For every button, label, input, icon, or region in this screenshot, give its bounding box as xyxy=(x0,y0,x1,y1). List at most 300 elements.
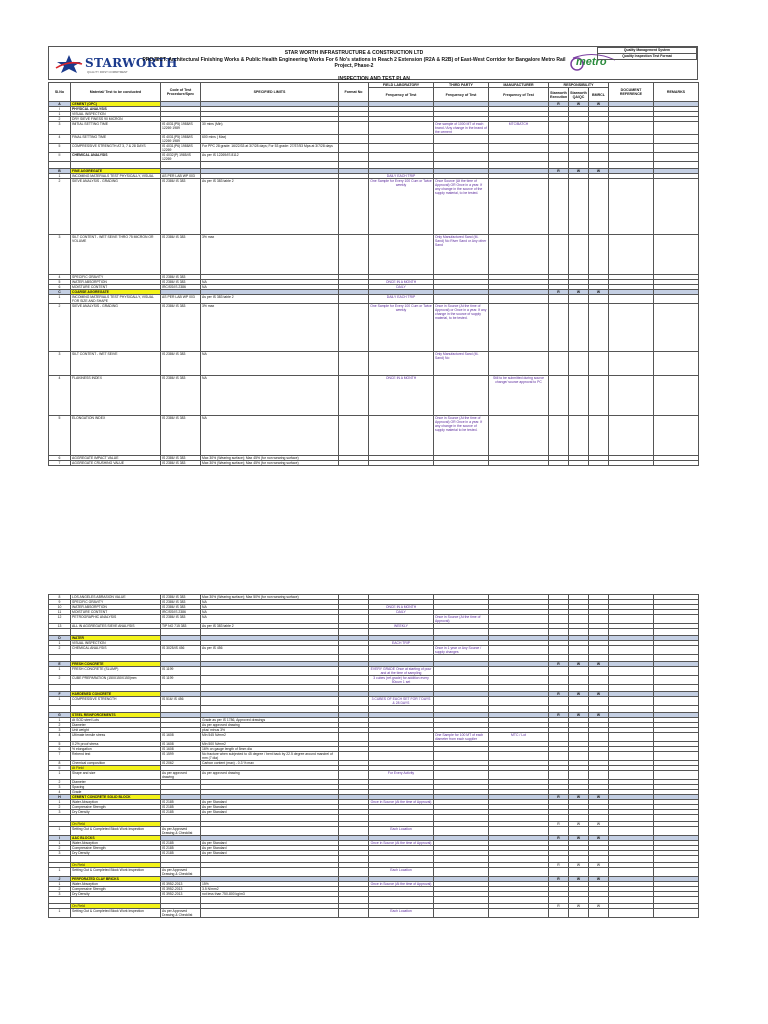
row-remarks xyxy=(654,416,699,456)
blank-cell xyxy=(369,706,434,713)
responsibility-code xyxy=(569,667,589,676)
table-row xyxy=(49,752,699,761)
row-code: IS 4031(P6) 1988/IS 12269 xyxy=(161,144,201,153)
row-manufacturer-frequency xyxy=(489,416,549,456)
row-sl: 6 xyxy=(49,285,71,290)
row-field-frequency: EACH TRIP xyxy=(369,641,434,646)
col-frequency: Frequency of Test xyxy=(434,88,489,102)
col-responsibility: RESPONSIBILITY xyxy=(549,83,609,88)
row-sl: II xyxy=(49,766,71,771)
blank-cell xyxy=(71,897,161,904)
row-code: IS 2386/ IS 383 xyxy=(161,416,201,456)
row-format xyxy=(339,667,369,676)
responsibility-code xyxy=(589,376,609,416)
row-material: CHEMICAL ANALYSIS xyxy=(71,153,161,162)
col-bmrcl: BMRCL xyxy=(589,88,609,102)
responsibility-code: R xyxy=(549,662,569,667)
responsibility-code xyxy=(569,733,589,742)
responsibility-code xyxy=(549,179,569,235)
responsibility-code: W xyxy=(589,662,609,667)
row-material: AGGREGATE CRUSHING VALUE xyxy=(71,461,161,466)
row-material: Rebend test xyxy=(71,752,161,761)
responsibility-code: W xyxy=(589,169,609,174)
blank-cell xyxy=(589,815,609,822)
responsibility-code xyxy=(569,179,589,235)
row-third-party-frequency xyxy=(434,771,489,780)
row-limits xyxy=(201,676,339,685)
blank-row xyxy=(49,706,699,713)
row-remarks xyxy=(654,771,699,780)
row-remarks xyxy=(654,376,699,416)
row-limits: NA xyxy=(201,615,339,624)
row-material: MOISTURE CONTENT xyxy=(71,610,161,615)
blank-cell xyxy=(49,655,71,662)
responsibility-code xyxy=(549,295,569,304)
responsibility-code: R xyxy=(549,290,569,295)
row-sl: 8 xyxy=(49,761,71,766)
row-sl: 1 xyxy=(49,882,71,887)
row-field-frequency xyxy=(369,135,434,144)
blank-cell xyxy=(434,815,489,822)
blank-cell xyxy=(609,815,654,822)
row-sl: 2 xyxy=(49,780,71,785)
row-code: IS 2386/ IS 383 xyxy=(161,595,201,600)
row-format xyxy=(339,676,369,685)
section-id: F xyxy=(49,692,71,697)
table-row xyxy=(49,304,699,352)
row-material: LOS ANGELES ABRASION VALUE xyxy=(71,595,161,600)
row-sl: 4 xyxy=(49,376,71,416)
row-material: SIEVE ANALYSIS - GRADING xyxy=(71,179,161,235)
row-third-party-frequency xyxy=(434,144,489,153)
row-material: On Field xyxy=(71,863,161,868)
row-manufacturer-frequency xyxy=(489,868,549,877)
section-title: STEEL REINFORCEMENTS xyxy=(71,713,161,718)
row-limits: NA xyxy=(201,285,339,290)
responsibility-code xyxy=(569,416,589,456)
row-material: Setting Out & Completed Block Work Inspection xyxy=(71,909,161,918)
row-sl: 10 xyxy=(49,605,71,610)
row-manufacturer-frequency xyxy=(489,144,549,153)
row-limits: 3% max xyxy=(201,304,339,352)
row-sl: 6 xyxy=(49,456,71,461)
row-code: IRC/SS/IS 2386 xyxy=(161,285,201,290)
row-remarks xyxy=(654,733,699,742)
row-remarks xyxy=(654,868,699,877)
responsibility-code: W xyxy=(589,863,609,868)
row-sl: 1 xyxy=(49,909,71,918)
responsibility-code: R xyxy=(549,713,569,718)
blank-cell xyxy=(434,897,489,904)
responsibility-code xyxy=(549,352,569,376)
col-doc-ref: DOCUMENT REFERENCE xyxy=(609,83,654,102)
row-material: SILT CONTENT - WET SEIVE THRO 75 MICRON OR VOLUME xyxy=(71,235,161,275)
responsibility-code xyxy=(589,667,609,676)
row-code: IS 2062 xyxy=(161,761,201,766)
row-third-party-frequency xyxy=(434,909,489,918)
row-doc-ref xyxy=(609,868,654,877)
row-material: Setting Out & Completed Block Work Inspection xyxy=(71,827,161,836)
responsibility-code: W xyxy=(569,102,589,107)
blank-cell xyxy=(339,162,369,169)
row-sl: 2 xyxy=(49,846,71,851)
row-doc-ref xyxy=(609,667,654,676)
row-limits: Carbon content (max) - 0.3 % max xyxy=(201,761,339,766)
row-remarks xyxy=(654,909,699,918)
blank-cell xyxy=(434,706,489,713)
row-sl: 1 xyxy=(49,667,71,676)
row-limits: For PPC 28 grade: 16/22/33 at 3/7/28 days; For 53 grade: 27/37/53 Mpa at 3/7/28 days xyxy=(201,144,339,153)
row-material: Setting Out & Completed Block Work Inspection xyxy=(71,868,161,877)
row-format xyxy=(339,752,369,761)
responsibility-code xyxy=(589,868,609,877)
row-remarks xyxy=(654,153,699,162)
blank-cell xyxy=(201,685,339,692)
table-row xyxy=(49,376,699,416)
col-starworth-exec: Starworth Execution xyxy=(549,88,569,102)
section-title: COARSE AGGREGATE xyxy=(71,290,161,295)
blank-cell xyxy=(569,897,589,904)
row-material: VISUAL INSPECTION xyxy=(71,641,161,646)
responsibility-code xyxy=(589,771,609,780)
row-limits xyxy=(201,868,339,877)
row-field-frequency: DAILY xyxy=(369,285,434,290)
responsibility-code xyxy=(549,153,569,162)
row-remarks xyxy=(654,827,699,836)
row-third-party-frequency: One Sample for 100 MT of each diameter from each supplier xyxy=(434,733,489,742)
row-material: INITIAL SETTING TIME xyxy=(71,122,161,135)
section-title: HARDENED CONCRETE xyxy=(71,692,161,697)
row-remarks xyxy=(654,179,699,235)
row-field-frequency: ONCE IN A MONTH xyxy=(369,376,434,416)
row-sl: 3 xyxy=(49,810,71,815)
row-sl: 8 xyxy=(49,595,71,600)
row-limits: As per Standard xyxy=(201,851,339,856)
row-limits xyxy=(201,909,339,918)
blank-cell xyxy=(609,629,654,636)
responsibility-code xyxy=(589,416,609,456)
row-material: Shape and size xyxy=(71,771,161,780)
row-doc-ref xyxy=(609,416,654,456)
qms-line: Quality Inspection Test Format xyxy=(597,54,697,60)
row-code: IS 4031(P5) 1988/IS 12269 1989 xyxy=(161,135,201,144)
row-code: IS 2185 xyxy=(161,841,201,846)
responsibility-code xyxy=(549,235,569,275)
responsibility-code xyxy=(589,615,609,624)
blank-cell xyxy=(71,162,161,169)
row-limits: As per IS 383 table 2 xyxy=(201,624,339,629)
responsibility-code xyxy=(589,646,609,655)
row-code: IS 2386/ IS 383 xyxy=(161,275,201,280)
responsibility-code: W xyxy=(589,877,609,882)
blank-cell xyxy=(549,162,569,169)
blank-row xyxy=(49,655,699,662)
row-doc-ref xyxy=(609,909,654,918)
blank-cell xyxy=(369,685,434,692)
row-material: MOISTURE CONTENT xyxy=(71,285,161,290)
row-material: Compressive Strength xyxy=(71,846,161,851)
blank-cell xyxy=(589,856,609,863)
row-limits: 600 mins ( Max) xyxy=(201,135,339,144)
row-doc-ref xyxy=(609,135,654,144)
blank-cell xyxy=(71,629,161,636)
row-limits: As per Standard xyxy=(201,846,339,851)
row-code: IS 2386/ IS 383 xyxy=(161,605,201,610)
row-limits: Max 30% (Wearing surface); Max 45% (for non wearing surface) xyxy=(201,461,339,466)
col-field-lab: FIELD LABORATORY xyxy=(369,83,434,88)
row-field-frequency: WEEKLY xyxy=(369,624,434,629)
row-material: CUBE PREPARATION (150X150X150)mm xyxy=(71,676,161,685)
row-code: IS 1199 xyxy=(161,667,201,676)
blank-cell xyxy=(549,706,569,713)
row-sl: 4 xyxy=(49,790,71,795)
row-sl: 13 xyxy=(49,624,71,629)
blank-cell xyxy=(549,685,569,692)
responsibility-code: R xyxy=(549,863,569,868)
row-material: SPECIFIC GRAVITY xyxy=(71,275,161,280)
qms-box xyxy=(597,47,697,60)
section-title: FINE AGGREGATE xyxy=(71,169,161,174)
row-manufacturer-frequency: MTC/BATCH xyxy=(489,122,549,135)
responsibility-code xyxy=(569,461,589,466)
blank-cell xyxy=(49,856,71,863)
row-format xyxy=(339,304,369,352)
blank-cell xyxy=(201,629,339,636)
row-sl: 2 xyxy=(49,887,71,892)
table-row xyxy=(49,771,699,780)
row-sl: 2 xyxy=(49,676,71,685)
row-format xyxy=(339,376,369,416)
row-code: AS PER LAB WP 003 xyxy=(161,295,201,304)
row-material: % elongation xyxy=(71,747,161,752)
row-doc-ref xyxy=(609,646,654,655)
blank-cell xyxy=(609,162,654,169)
row-field-frequency: 3 CUBES OF EACH SET FOR 7 DAYS & 28 DAYS xyxy=(369,697,434,706)
responsibility-code xyxy=(569,144,589,153)
row-limits: No fracture when subjected to 45 degree / bent back by 22.5 degree around mandrel of mm (7 dia) xyxy=(201,752,339,761)
row-field-frequency: 3 cubes (ref.grade) for addition every 50cum 1 set xyxy=(369,676,434,685)
row-code: IS 2386/ IS 383 xyxy=(161,615,201,624)
row-third-party-frequency xyxy=(434,868,489,877)
blank-cell xyxy=(609,706,654,713)
row-material: CHEMICAL ANALYSIS xyxy=(71,646,161,655)
responsibility-code: W xyxy=(569,662,589,667)
blank-cell xyxy=(489,815,549,822)
blank-cell xyxy=(161,856,201,863)
responsibility-code: W xyxy=(589,836,609,841)
responsibility-code: R xyxy=(549,822,569,827)
blank-cell xyxy=(161,706,201,713)
row-format xyxy=(339,909,369,918)
responsibility-code xyxy=(569,352,589,376)
row-field-frequency: Each Location xyxy=(369,868,434,877)
row-manufacturer-frequency xyxy=(489,461,549,466)
blank-cell xyxy=(549,629,569,636)
responsibility-code xyxy=(569,135,589,144)
row-limits: As per Standard xyxy=(201,810,339,815)
blank-cell xyxy=(569,162,589,169)
responsibility-code xyxy=(589,733,609,742)
row-third-party-frequency xyxy=(434,376,489,416)
blank-cell xyxy=(569,629,589,636)
row-manufacturer-frequency xyxy=(489,676,549,685)
row-material: 0.2% proof stress xyxy=(71,742,161,747)
row-material: INCOMING MATERIALS TEST PHYSICALLY, VISUAL FOR SIZE AND SHAPE xyxy=(71,295,161,304)
row-limits: NA xyxy=(201,352,339,376)
row-remarks xyxy=(654,461,699,466)
row-field-frequency xyxy=(369,752,434,761)
responsibility-code: W xyxy=(569,169,589,174)
row-material: Dry Density xyxy=(71,851,161,856)
row-material: Spacing xyxy=(71,785,161,790)
row-third-party-frequency: Once in Source (At the time of Approval) OR Once in a year. If any change in the source of supply material to be tested. xyxy=(434,416,489,456)
row-code: IS 2386/ IS 383 xyxy=(161,304,201,352)
row-sl: II xyxy=(49,153,71,162)
responsibility-code xyxy=(549,771,569,780)
row-sl: 7 xyxy=(49,461,71,466)
row-material: WATER ABSORPTION xyxy=(71,280,161,285)
blank-cell xyxy=(71,685,161,692)
blank-cell xyxy=(161,162,201,169)
row-sl: 1 xyxy=(49,174,71,179)
section-title: WATER xyxy=(71,636,161,641)
blank-cell xyxy=(434,685,489,692)
blank-cell xyxy=(49,685,71,692)
col-manufacturer: MANUFACTURER xyxy=(489,83,549,88)
blank-row xyxy=(49,897,699,904)
table-row xyxy=(49,295,699,304)
blank-cell xyxy=(654,629,699,636)
section-title: CEMENT (OPC) xyxy=(71,102,161,107)
title-block xyxy=(48,46,698,80)
table-row xyxy=(49,153,699,162)
row-sl: 5 xyxy=(49,144,71,153)
row-manufacturer-frequency xyxy=(489,697,549,706)
row-limits: 3.5 N/mm2 xyxy=(201,887,339,892)
row-manufacturer-frequency xyxy=(489,153,549,162)
row-field-frequency: For Every Activity xyxy=(369,771,434,780)
row-doc-ref xyxy=(609,235,654,275)
row-material: DRY SIEVE FINESS 90 MICRON xyxy=(71,117,161,122)
row-doc-ref xyxy=(609,153,654,162)
blank-cell xyxy=(161,897,201,904)
blank-cell xyxy=(71,815,161,822)
row-sl: 3 xyxy=(49,352,71,376)
row-sl: 5 xyxy=(49,742,71,747)
row-doc-ref xyxy=(609,752,654,761)
itp-table-page-2 xyxy=(48,594,698,918)
row-third-party-frequency xyxy=(434,827,489,836)
responsibility-code: W xyxy=(589,904,609,909)
row-code: IS 1599 xyxy=(161,752,201,761)
row-limits: 15% xyxy=(201,882,339,887)
responsibility-code xyxy=(589,752,609,761)
row-material: At SOD steel Lots xyxy=(71,718,161,723)
row-doc-ref xyxy=(609,122,654,135)
row-remarks xyxy=(654,697,699,706)
row-code: IS 1608 xyxy=(161,742,201,747)
row-doc-ref xyxy=(609,697,654,706)
responsibility-code xyxy=(549,667,569,676)
row-limits: Max 30% (Wearing surface); Max 45% (for non wearing surface) xyxy=(201,456,339,461)
col-remarks: REMARKS xyxy=(654,83,699,102)
table-row xyxy=(49,909,699,918)
row-code: IS 3952-2013 xyxy=(161,882,201,887)
responsibility-code xyxy=(569,615,589,624)
blank-cell xyxy=(161,629,201,636)
section-id: C xyxy=(49,290,71,295)
row-field-frequency: DAILY EACH TRIP xyxy=(369,174,434,179)
row-limits: NA xyxy=(201,605,339,610)
row-format xyxy=(339,352,369,376)
row-remarks xyxy=(654,122,699,135)
row-sl: 5 xyxy=(49,280,71,285)
row-doc-ref xyxy=(609,295,654,304)
row-material: COMPRESSIVE STRENGTH xyxy=(71,697,161,706)
row-material: AGGREGATE IMPACT VALUE xyxy=(71,456,161,461)
blank-cell xyxy=(369,897,434,904)
row-third-party-frequency xyxy=(434,752,489,761)
row-third-party-frequency xyxy=(434,697,489,706)
row-manufacturer-frequency: Still to be submitted during source change/ source approval to PC xyxy=(489,376,549,416)
blank-cell xyxy=(339,706,369,713)
row-material: Dry Density xyxy=(71,892,161,897)
blank-cell xyxy=(201,162,339,169)
row-limits: NA xyxy=(201,280,339,285)
row-format xyxy=(339,295,369,304)
row-sl: 1 xyxy=(49,112,71,117)
row-format xyxy=(339,235,369,275)
row-sl: 4 xyxy=(49,275,71,280)
responsibility-code: W xyxy=(589,692,609,697)
table-row xyxy=(49,615,699,624)
row-doc-ref xyxy=(609,676,654,685)
row-format xyxy=(339,615,369,624)
row-field-frequency xyxy=(369,416,434,456)
row-material: Dry Density xyxy=(71,810,161,815)
blank-cell xyxy=(369,815,434,822)
row-doc-ref xyxy=(609,771,654,780)
row-field-frequency: One Sample for Every 100 Cum or Twice weekly xyxy=(369,179,434,235)
row-sl: 2 xyxy=(49,723,71,728)
row-manufacturer-frequency xyxy=(489,667,549,676)
blank-cell xyxy=(589,897,609,904)
responsibility-code: W xyxy=(569,863,589,868)
row-third-party-frequency: Only Manufactured Sand (M-Sand) No xyxy=(434,352,489,376)
row-sl: 3 xyxy=(49,851,71,856)
row-third-party-frequency: Only Manufactured Sand (M-Sand) No River Sand or Any other Sand xyxy=(434,235,489,275)
row-code: IS 2386/ IS 383 xyxy=(161,461,201,466)
blank-cell xyxy=(654,655,699,662)
responsibility-code xyxy=(549,144,569,153)
row-manufacturer-frequency xyxy=(489,752,549,761)
responsibility-code xyxy=(569,868,589,877)
row-third-party-frequency xyxy=(434,153,489,162)
row-sl: 3 xyxy=(49,122,71,135)
section-id: B xyxy=(49,169,71,174)
row-sl: 1 xyxy=(49,827,71,836)
row-manufacturer-frequency xyxy=(489,352,549,376)
blank-cell xyxy=(71,856,161,863)
row-sl: 9 xyxy=(49,600,71,605)
row-limits: As per IS 456 xyxy=(201,646,339,655)
responsibility-code xyxy=(549,615,569,624)
row-format xyxy=(339,179,369,235)
row-sl: 1 xyxy=(49,771,71,780)
row-material: Chemical composition xyxy=(71,761,161,766)
row-material: SPECIFIC GRAVITY xyxy=(71,600,161,605)
blank-cell xyxy=(161,655,201,662)
